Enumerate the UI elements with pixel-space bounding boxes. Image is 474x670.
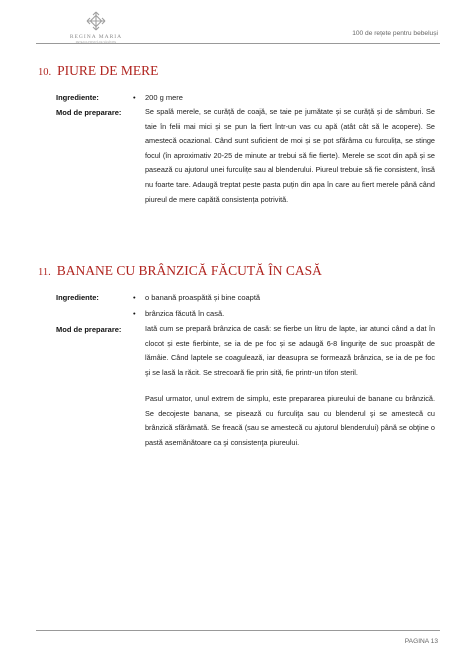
ingredient-item: brânzica făcută în casă. bbox=[145, 309, 225, 318]
bullet-icon: • bbox=[133, 93, 136, 102]
logo-name: REGINA MARIA bbox=[69, 34, 123, 40]
method-label: Mod de preparare: bbox=[56, 108, 122, 117]
method-paragraph: Se spală merele, se curăță de coajă, se taie pe jumătate și se curăță și de sâmburi. Se taie în felii mai mici și se pun la fiert într-un vas cu apă (atât cât să le acopere). Se amestecă ocazional. Când sunt suficient de moi și se pot sfărâma cu furculița, se stinge focul (în aproximativ 20-25 de minute ar trebui să fie fierte). Merele se scot din apă și se pasează cu ajutorul unei furculițe sau al blenderului. Piureul trebuie să fie consistent, însă nu foarte tare. Adaugă treptat peste pasta puțin din apa în care au fiert merele până când piureul de mere capătă consistența potrivită. bbox=[145, 107, 435, 204]
method-paragraph: Iată cum se prepară brânzica de casă: se fierbe un litru de lapte, iar atunci când a dat în clocot și este fierbinte, se ia de pe foc și se adaugă 6-8 linguriţe de suc proaspăt de lămâie. Când laptele se coagulează, iar deasupra se formează brânzica, se ia de pe foc şi se lasă la răcit. Se strecoară fie prin sită, fie printr-un tifon steril. bbox=[145, 324, 435, 377]
recipe-heading bbox=[38, 262, 322, 280]
ingredient-item: o banană proaspătă și bine coaptă bbox=[145, 293, 261, 302]
logo-emblem-icon bbox=[85, 10, 107, 32]
ingredient-item: 200 g mere bbox=[145, 93, 183, 102]
bullet-icon: • bbox=[133, 309, 136, 318]
recipe-heading bbox=[38, 62, 158, 80]
method-paragraph: Pasul urmator, unul extrem de simplu, este prepararea piureului de banane cu brânzică. Se decojeste banana, se pisează cu furculiţa sau cu blenderul şi se amestecă cu brânzică sfărâmată. Se freacă (sau se amestecă cu ajutorul blenderului) până se obţine o pastă asemănătoare ca şi consistenţa piureului. bbox=[145, 394, 435, 447]
recipe-title: BANANE CU BRÂNZICĂ FĂCUTĂ ÎN CASĂ bbox=[56, 263, 322, 278]
method-label: Mod de preparare: bbox=[56, 325, 122, 334]
recipe-number: 11. bbox=[38, 267, 51, 278]
header-divider bbox=[36, 43, 440, 44]
header-title: 100 de rețete pentru bebeluși bbox=[352, 30, 438, 37]
page-number: PAGINA 13 bbox=[404, 638, 438, 645]
bullet-icon: • bbox=[133, 293, 136, 302]
regina-maria-logo bbox=[68, 10, 124, 44]
footer-divider bbox=[36, 630, 440, 631]
ingredients-label: Ingrediente: bbox=[56, 93, 99, 102]
recipe-number: 10. bbox=[38, 67, 52, 78]
logo-tagline: REȚEAUA PRIVATĂ DE SĂNĂTATE bbox=[75, 41, 117, 44]
recipe-title: PIURE DE MERE bbox=[57, 63, 159, 78]
ingredients-label: Ingrediente: bbox=[56, 293, 99, 302]
